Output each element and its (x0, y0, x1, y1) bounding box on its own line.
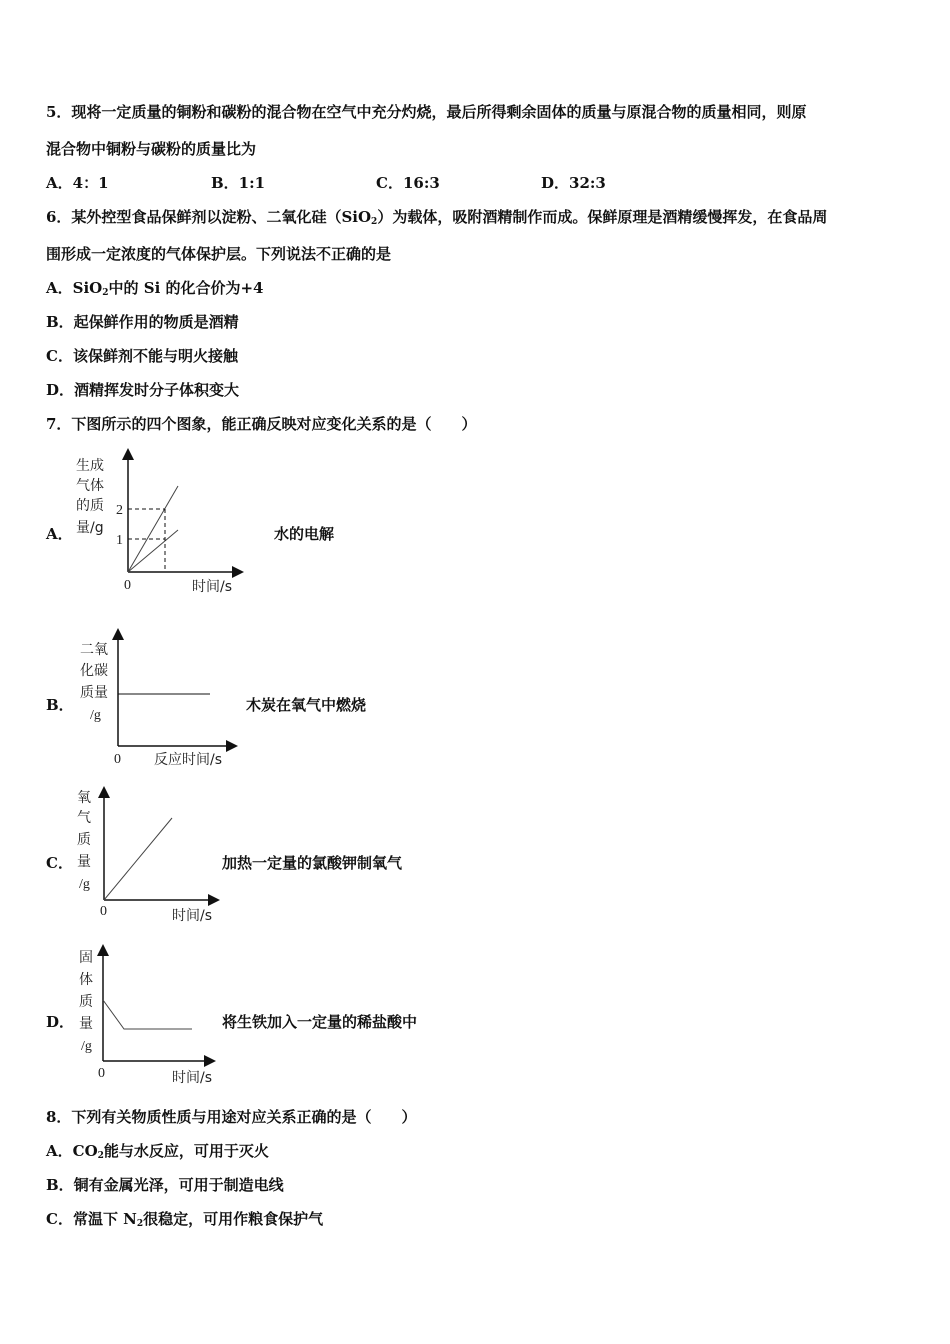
q8-option-a-subscript: 2 (97, 1151, 104, 1161)
q8-option-c (46, 1210, 323, 1228)
q6-stem-subscript: 2 (371, 217, 378, 227)
q5-stem-line2: 混合物中铜粉与碳粉的质量比为 (46, 140, 257, 158)
ylabel-line2: 气体 (76, 478, 104, 494)
q8-stem: 8．下列有关物质性质与用途对应关系正确的是（ ） (46, 1108, 417, 1126)
q6-stem-line2: 围形成一定浓度的气体保护层。下列说法不正确的是 (46, 245, 392, 263)
ylabel-line2: 化碳 (80, 663, 108, 679)
ylabel-line1: 氧 (77, 790, 91, 806)
q8-option-a-text-a: A．CO (46, 1142, 98, 1160)
q7-graph-a (70, 448, 270, 602)
ylabel-line5: /g (81, 1039, 92, 1054)
ylabel-line5: /g (79, 877, 90, 892)
ylabel-line2: 体 (79, 972, 93, 988)
q7-graph-b-letter: B． (46, 696, 74, 714)
xlabel: 反应时间/s (154, 752, 223, 768)
origin-label: 0 (98, 1066, 105, 1081)
q7-graph-a-letter: A． (46, 525, 73, 543)
q7-stem: 7．下图所示的四个图象，能正确反映对应变化关系的是（ ） (46, 415, 477, 433)
q6-option-b: B．起保鲜作用的物质是酒精 (46, 313, 239, 331)
q8-option-a-text-b: 能与水反应，可用于灭火 (103, 1142, 269, 1160)
origin-label: 0 (100, 904, 107, 919)
origin-label: 0 (124, 578, 131, 593)
xlabel: 时间/s (192, 579, 233, 595)
q8-option-a (46, 1142, 269, 1160)
q6-option-a-text-a: A．SiO (46, 279, 103, 297)
ylabel-line3: 质量 (80, 685, 108, 701)
q7-graph-d (76, 944, 236, 1093)
ylabel-line4: /g (90, 708, 101, 723)
q7-graph-d-caption: 将生铁加入一定量的稀盐酸中 (222, 1013, 418, 1031)
q5-option-b: B．1:1 (211, 174, 266, 192)
q6-stem-text-b: ）为载体，吸附酒精制作而成。保鲜原理是酒精缓慢挥发，在食品周 (377, 208, 828, 226)
q6-option-a (46, 279, 264, 297)
q8-option-c-text-b: 很稳定，可用作粮食保护气 (143, 1210, 324, 1228)
ylabel-line1: 生成 (76, 458, 104, 474)
ylabel-line3: 质 (79, 994, 93, 1010)
q7-graph-c-caption: 加热一定量的氯酸钾制氧气 (222, 854, 403, 872)
ylabel-line1: 二氧 (80, 642, 108, 658)
ylabel-line4: 量/g (76, 520, 104, 536)
q7-graph-a-caption: 水的电解 (274, 525, 335, 543)
q5-option-a: A．4：1 (46, 174, 109, 192)
q5-stem-line1: 5．现将一定质量的铜粉和碳粉的混合物在空气中充分灼烧，最后所得剩余固体的质量与原混合物的质量相同，则原 (46, 103, 807, 121)
q6-option-d: D．酒精挥发时分子体积变大 (46, 381, 240, 399)
q6-option-a-subscript: 2 (102, 288, 109, 298)
q6-stem-line1 (46, 208, 827, 226)
q6-option-c: C．该保鲜剂不能与明火接触 (46, 347, 238, 365)
ylabel-line3: 质 (77, 832, 91, 848)
ylabel-line4: 量 (77, 854, 91, 870)
q7-graph-b-caption: 木炭在氧气中燃烧 (246, 696, 367, 714)
xlabel: 时间/s (172, 1070, 213, 1086)
q5-option-d: D．32:3 (541, 174, 606, 192)
q6-option-a-text-b: 中的 Si 的化合价为+4 (108, 279, 264, 297)
xlabel: 时间/s (172, 908, 213, 924)
q5-option-c: C．16:3 (376, 174, 440, 192)
q8-option-c-subscript: 2 (136, 1219, 144, 1229)
q7-graph-c (74, 784, 234, 933)
ylabel-line1: 固 (79, 950, 93, 966)
q6-stem-text-a: 6．某外控型食品保鲜剂以淀粉、二氧化硅（SiO (46, 208, 372, 226)
q7-graph-c-letter: C． (46, 854, 73, 872)
origin-label: 0 (114, 752, 121, 767)
q8-option-c-text-a: C．常温下 N (46, 1210, 137, 1228)
q7-graph-d-letter: D． (46, 1013, 75, 1031)
ylabel-line4: 量 (79, 1016, 93, 1032)
tick-2: 2 (116, 503, 123, 518)
q8-option-b: B．铜有金属光泽，可用于制造电线 (46, 1176, 284, 1194)
ylabel-line3: 的质 (76, 498, 104, 514)
tick-1: 1 (116, 533, 123, 548)
ylabel-line2: 气 (77, 810, 91, 826)
